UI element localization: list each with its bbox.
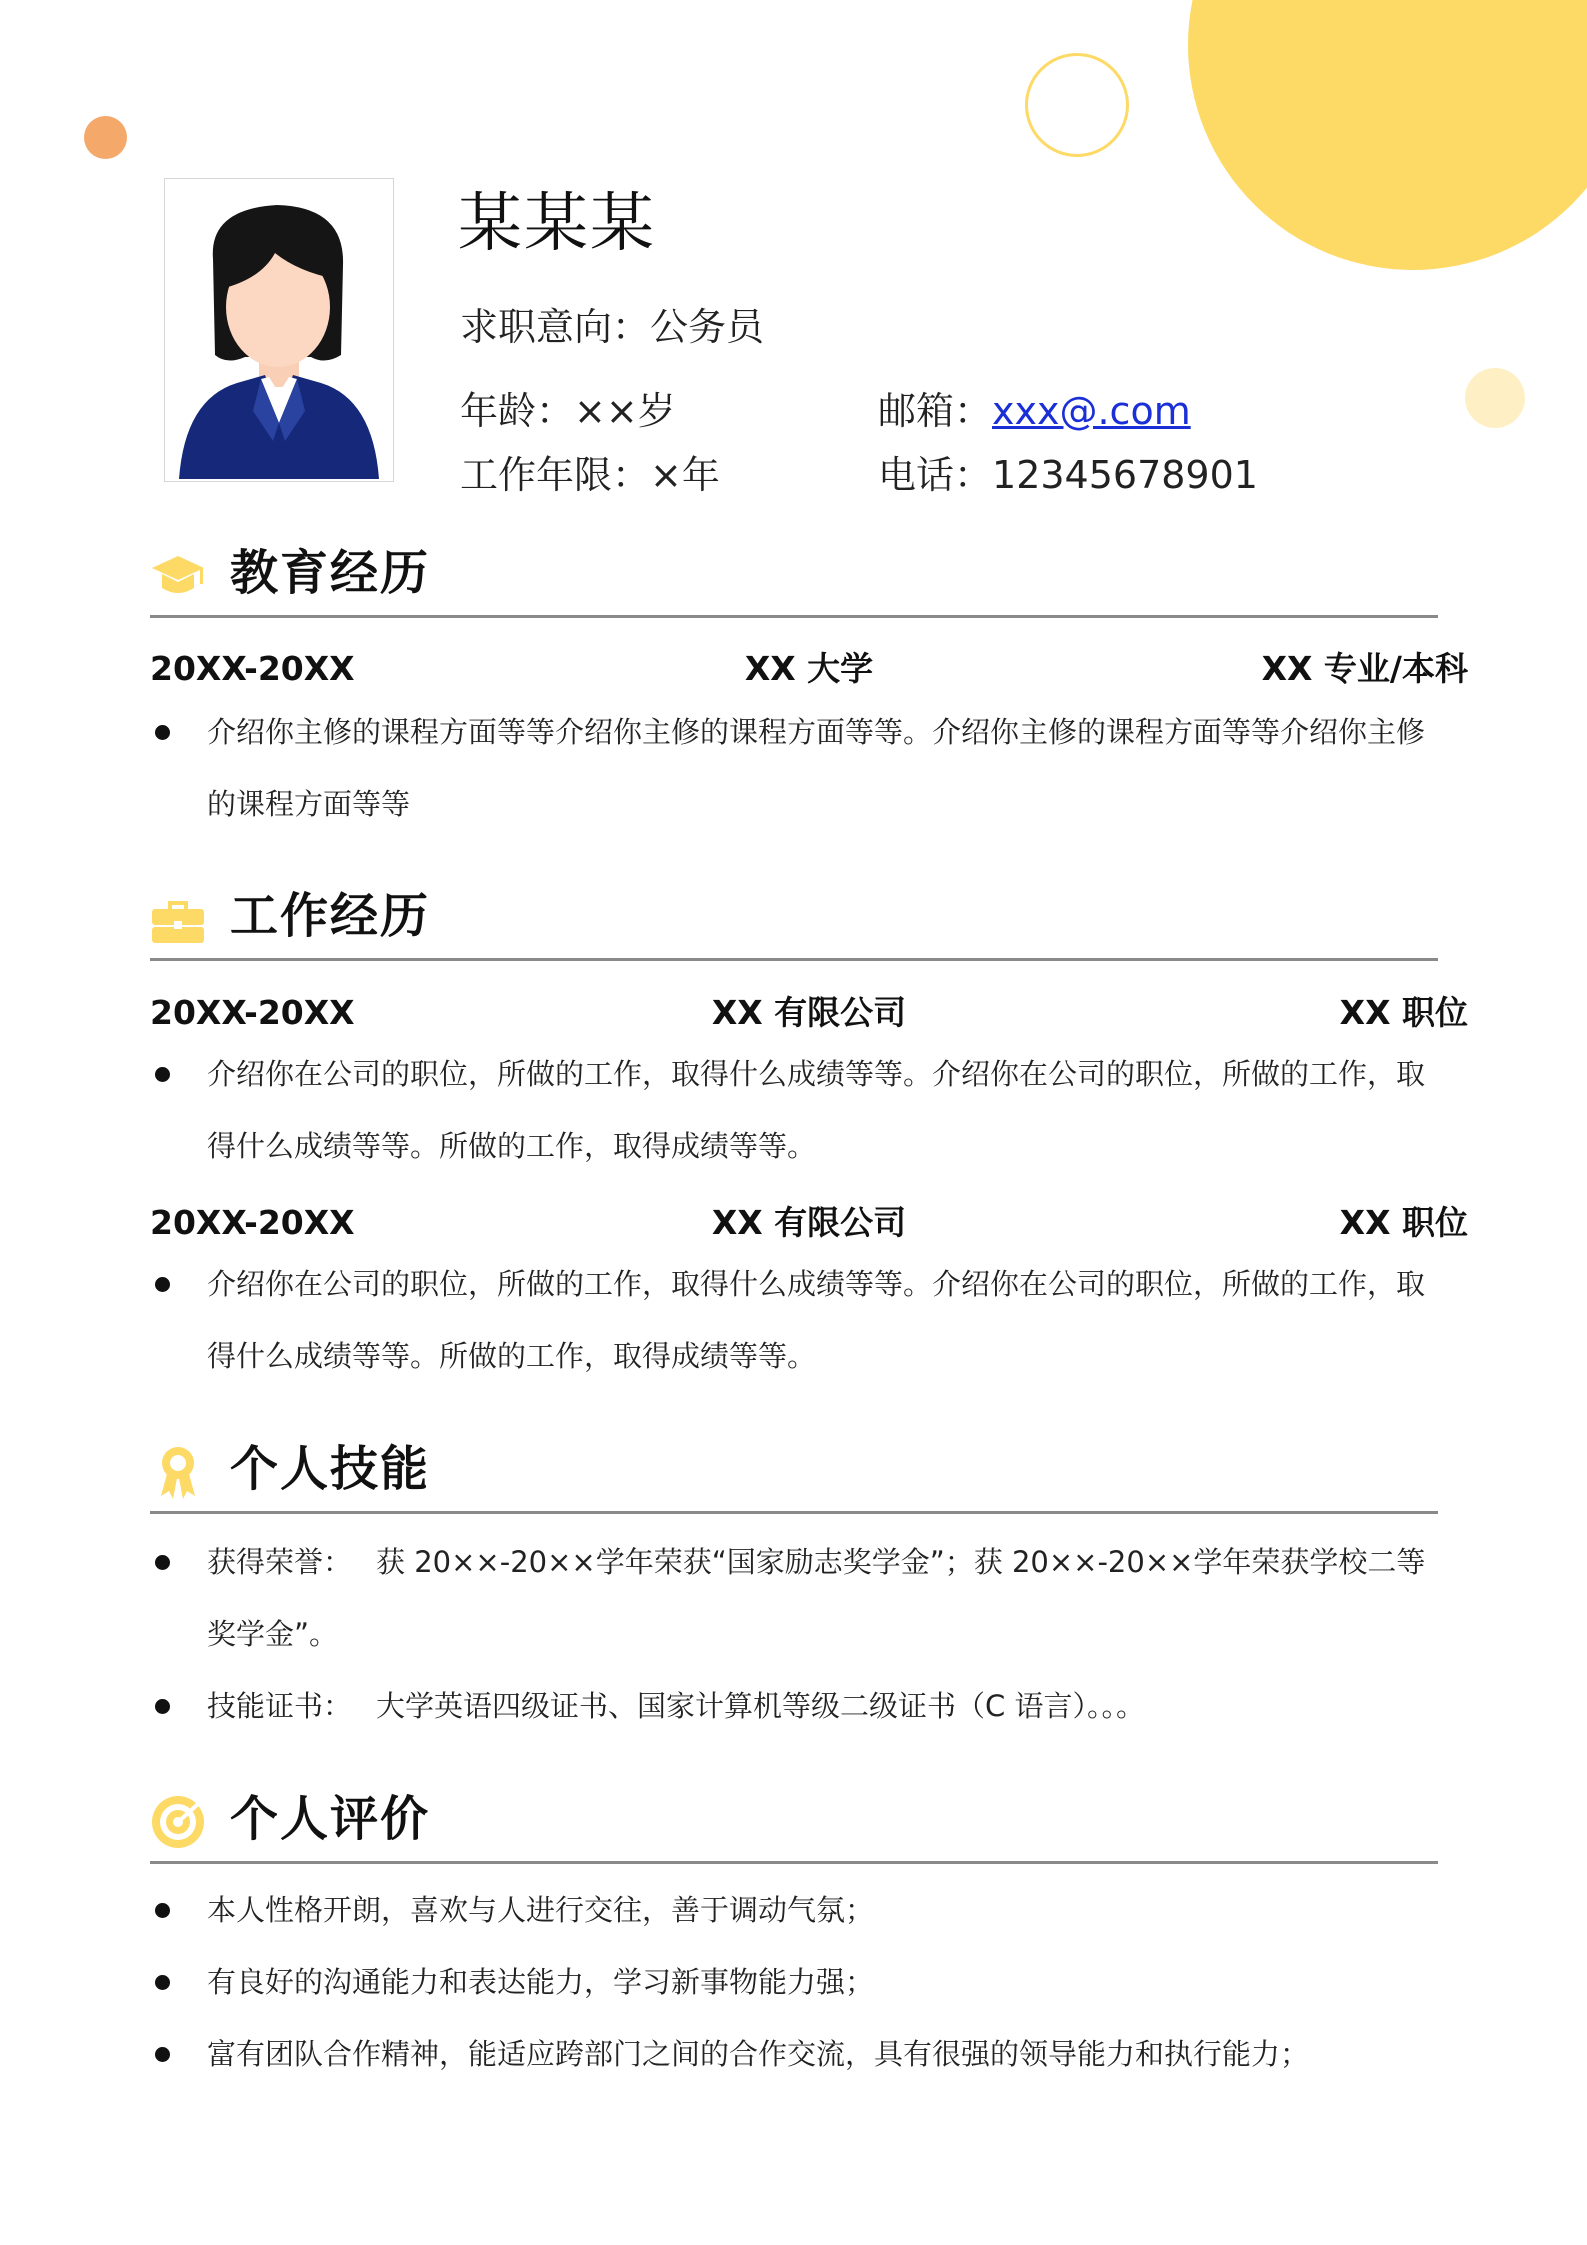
skills-title: 个人技能 <box>230 1441 431 1497</box>
decorative-orange-dot <box>84 116 127 159</box>
skill-text: 获 20××-20××学年荣获“国家励志奖学金”；获 20××-20××学年荣获学校二等奖学金”。 <box>207 1545 1426 1651</box>
skills-divider <box>150 1511 1438 1514</box>
briefcase-icon <box>150 891 206 947</box>
evaluation-section-header <box>150 1784 1438 1854</box>
job-intent <box>460 302 764 352</box>
bullet-dot <box>155 1067 170 1082</box>
bullet-dot <box>155 1555 170 1570</box>
work-title: 工作经历 <box>230 888 431 944</box>
work-desc-text: 介绍你在公司的职位，所做的工作，取得什么成绩等等。介绍你在公司的职位，所做的工作，取得什么成绩等等。所做的工作，取得成绩等等。 <box>207 1057 1426 1163</box>
decorative-ring <box>1025 53 1129 157</box>
phone-info <box>878 450 1258 500</box>
email-link[interactable]: xxx@.com <box>992 389 1191 433</box>
age-info <box>460 386 676 436</box>
work-section-header <box>150 881 1438 951</box>
award-ribbon-icon <box>150 1444 206 1500</box>
work-years-info <box>460 450 720 500</box>
bullet-dot <box>155 1277 170 1292</box>
evaluation-text: 富有团队合作精神，能适应跨部门之间的合作交流，具有很强的领导能力和执行能力； <box>207 2037 1310 2071</box>
education-divider <box>150 615 1438 618</box>
education-row <box>150 646 1468 692</box>
skill-label: 技能证书： <box>207 1689 353 1723</box>
skill-label: 获得荣誉： <box>207 1545 353 1579</box>
evaluation-text: 有良好的沟通能力和表达能力，学习新事物能力强； <box>207 1965 875 1999</box>
age-value: ××岁 <box>574 389 676 433</box>
evaluation-item <box>150 2018 1438 2090</box>
work-position: XX 职位 <box>1339 993 1468 1032</box>
skill-item-honors <box>150 1526 1438 1670</box>
bullet-dot <box>155 1975 170 1990</box>
bullet-dot <box>155 1699 170 1714</box>
skill-text: 大学英语四级证书、国家计算机等级二级证书（C 语言）。。。 <box>376 1689 1145 1723</box>
evaluation-text: 本人性格开朗，喜欢与人进行交往，善于调动气氛； <box>207 1893 875 1927</box>
job-intent-label: 求职意向： <box>460 305 651 349</box>
education-section-header <box>150 538 1438 608</box>
phone-value: 12345678901 <box>992 453 1258 497</box>
bullet-dot <box>155 1903 170 1918</box>
decorative-yellow-circle <box>1188 0 1587 270</box>
decorative-pale-dot <box>1465 368 1525 428</box>
profile-photo <box>164 178 394 482</box>
bullet-dot <box>155 725 170 740</box>
education-major: XX 专业/本科 <box>1261 649 1468 688</box>
skills-section-header <box>150 1434 1438 1504</box>
email-info <box>878 386 1191 436</box>
target-icon <box>150 1794 206 1850</box>
education-school: XX 大学 <box>744 649 874 688</box>
evaluation-divider <box>150 1861 1438 1864</box>
work-years-value: ×年 <box>650 453 720 497</box>
work-row-1 <box>150 990 1468 1036</box>
avatar-illustration <box>165 179 393 481</box>
work-description-1 <box>150 1038 1438 1182</box>
work-desc-text: 介绍你在公司的职位，所做的工作，取得什么成绩等等。介绍你在公司的职位，所做的工作，取得什么成绩等等。所做的工作，取得成绩等等。 <box>207 1267 1426 1373</box>
work-period: 20XX-20XX <box>150 1203 355 1242</box>
education-period: 20XX-20XX <box>150 649 355 688</box>
work-period: 20XX-20XX <box>150 993 355 1032</box>
job-intent-value: 公务员 <box>650 305 765 349</box>
skill-item-certificates <box>150 1670 1438 1742</box>
work-row-2 <box>150 1200 1468 1246</box>
education-desc-text: 介绍你主修的课程方面等等介绍你主修的课程方面等等。介绍你主修的课程方面等等介绍你主修的课程方面等等 <box>207 715 1426 821</box>
work-description-2 <box>150 1248 1438 1392</box>
age-label: 年龄： <box>460 389 575 433</box>
email-label: 邮箱： <box>878 389 993 433</box>
bullet-dot <box>155 2047 170 2062</box>
graduation-cap-icon <box>150 548 206 604</box>
phone-label: 电话： <box>878 453 993 497</box>
evaluation-item <box>150 1874 1438 1946</box>
education-description <box>150 696 1438 840</box>
work-company: XX 有限公司 <box>711 993 907 1032</box>
work-position: XX 职位 <box>1339 1203 1468 1242</box>
evaluation-title: 个人评价 <box>230 1791 431 1847</box>
work-company: XX 有限公司 <box>711 1203 907 1242</box>
evaluation-item <box>150 1946 1438 2018</box>
candidate-name: 某某某 <box>458 187 656 261</box>
work-divider <box>150 958 1438 961</box>
work-years-label: 工作年限： <box>460 453 651 497</box>
education-title: 教育经历 <box>230 545 431 601</box>
